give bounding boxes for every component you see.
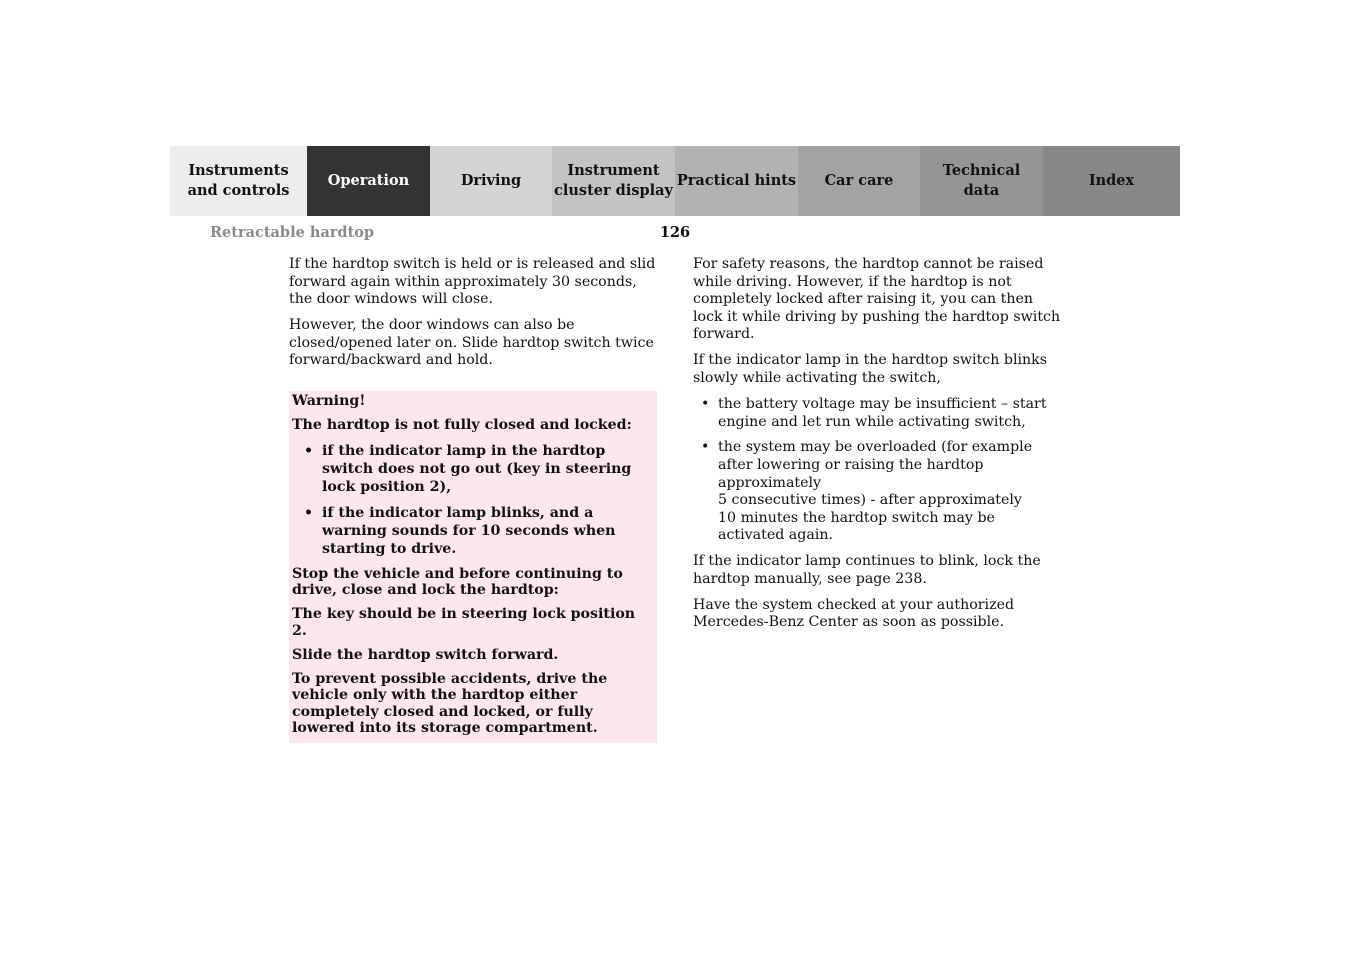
tab-technical-data[interactable]: Technical data <box>920 146 1043 216</box>
warning-paragraph: Stop the vehicle and before continuing to drive, close and lock the hardtop: <box>292 565 623 598</box>
list-item: • the system may be overloaded (for example after lowering or raising the hardtop approximately 5 consecutive times) - after approximately 10 minutes the hardtop switch may be activated again. <box>693 439 1065 545</box>
bullet-list <box>693 396 1065 545</box>
tab-operation[interactable]: Operation <box>307 146 430 216</box>
warning-bullet: • if the indicator lamp in the hardtop switch does not go out (key in steering lock position 2), <box>292 442 654 496</box>
body-paragraph: However, the door windows can also be closed/opened later on. Slide hardtop switch twice forward/backward and hold. <box>289 317 654 369</box>
tab-instrument-cluster-display[interactable]: Instrument cluster display <box>552 146 675 216</box>
warning-title: Warning! <box>292 393 366 410</box>
warning-bullet: • if the indicator lamp blinks, and a warning sounds for 10 seconds when starting to drive. <box>292 504 654 558</box>
body-paragraph: If the hardtop switch is held or is released and slid forward again within approximately 30 seconds, the door windows will close. <box>289 256 656 308</box>
tab-index[interactable]: Index <box>1043 146 1180 216</box>
page-number: 126 <box>659 224 691 241</box>
body-paragraph: If the indicator lamp in the hardtop switch blinks slowly while activating the switch, <box>693 352 1048 387</box>
body-paragraph: If the indicator lamp continues to blink, lock the hardtop manually, see page 238. <box>693 552 1041 587</box>
warning-paragraph: The key should be in steering lock position 2. <box>292 606 636 639</box>
right-column <box>693 256 1065 640</box>
warning-paragraph: Slide the hardtop switch forward. <box>292 646 559 663</box>
tab-practical-hints[interactable]: Practical hints <box>675 146 798 216</box>
warning-bullet-list <box>292 442 654 558</box>
body-paragraph: Have the system checked at your authorized Mercedes-Benz Center as soon as possible. <box>693 596 1015 631</box>
left-column <box>289 256 657 743</box>
tab-instruments-and-controls[interactable]: Instruments and controls <box>170 146 307 216</box>
body-paragraph: For safety reasons, the hardtop cannot be raised while driving. However, if the hardtop is not completely locked after raising it, you can then lock it while driving by pushing the hardtop switch forward. <box>693 256 1061 343</box>
warning-paragraph: To prevent possible accidents, drive the vehicle only with the hardtop either completely closed and locked, or fully lowered into its storage compartment. <box>292 671 608 737</box>
list-item: • the battery voltage may be insufficient – start engine and let run while activating switch, <box>693 396 1065 431</box>
section-tab-bar <box>170 146 1180 216</box>
tab-car-care[interactable]: Car care <box>798 146 920 216</box>
warning-box <box>289 391 657 743</box>
section-title: Retractable hardtop <box>210 224 375 241</box>
tab-driving[interactable]: Driving <box>430 146 552 216</box>
warning-intro: The hardtop is not fully closed and locked: <box>292 417 632 434</box>
